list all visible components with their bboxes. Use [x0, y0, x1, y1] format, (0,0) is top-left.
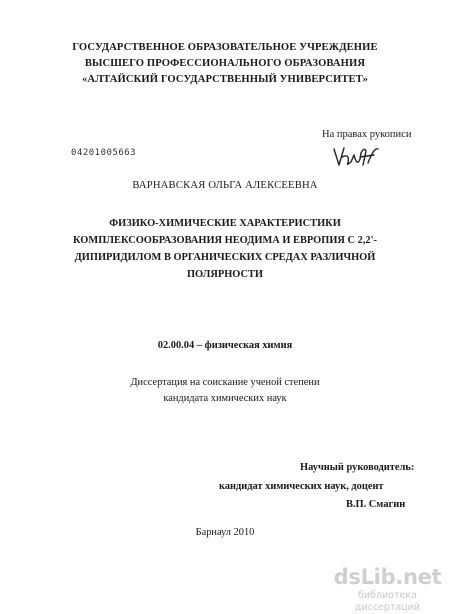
signature-icon — [330, 143, 382, 169]
watermark-brand: dsLib.net — [333, 565, 442, 589]
rights-note: На правах рукописи — [322, 129, 412, 140]
city-year: Барнаул 2010 — [195, 527, 255, 538]
dissertation-degree — [0, 375, 450, 407]
degree-line-1: Диссертация на соискание ученой степени — [130, 377, 320, 388]
degree-line-2: кандидата химических наук — [163, 393, 287, 404]
specialty-name: физическая химия — [204, 340, 293, 351]
supervisor-degree: кандидат химических наук, доцент — [219, 481, 384, 492]
specialty-code: 02.00.04 — [157, 340, 195, 351]
author-name: ВАРНАВСКАЯ ОЛЬГА АЛЕКСЕЕВНА — [132, 180, 318, 191]
title-line-2: КОМПЛЕКСООБРАЗОВАНИЯ НЕОДИМА И ЕВРОПИЯ С 2,2'- — [73, 235, 377, 246]
institution-line-2: ВЫСШЕГО ПРОФЕССИОНАЛЬНОГО ОБРАЗОВАНИЯ — [84, 58, 366, 69]
institution-header — [0, 40, 450, 88]
supervisor-heading: Научный руководитель: — [300, 462, 415, 473]
archive-code: 04201005663 — [71, 148, 137, 158]
title-line-4: ПОЛЯРНОСТИ — [186, 269, 264, 280]
specialty-separator: – — [194, 340, 205, 351]
institution-line-1: ГОСУДАРСТВЕННОЕ ОБРАЗОВАТЕЛЬНОЕ УЧРЕЖДЕНИЕ — [72, 42, 378, 53]
dslib-watermark-logo — [330, 565, 445, 613]
dissertation-title — [0, 215, 450, 283]
specialty — [0, 340, 450, 351]
title-line-1: ФИЗИКО-ХИМИЧЕСКИЕ ХАРАКТЕРИСТИКИ — [109, 218, 341, 229]
watermark-subtitle: библиотека диссертаций — [354, 590, 421, 613]
institution-line-3: «АЛТАЙСКИЙ ГОСУДАРСТВЕННЫЙ УНИВЕРСИТЕТ» — [82, 74, 368, 85]
title-line-3: ДИПИРИДИЛОМ В ОРГАНИЧЕСКИХ СРЕДАХ РАЗЛИЧНОЙ — [74, 252, 376, 263]
supervisor-name: В.П. Смагин — [346, 499, 406, 510]
